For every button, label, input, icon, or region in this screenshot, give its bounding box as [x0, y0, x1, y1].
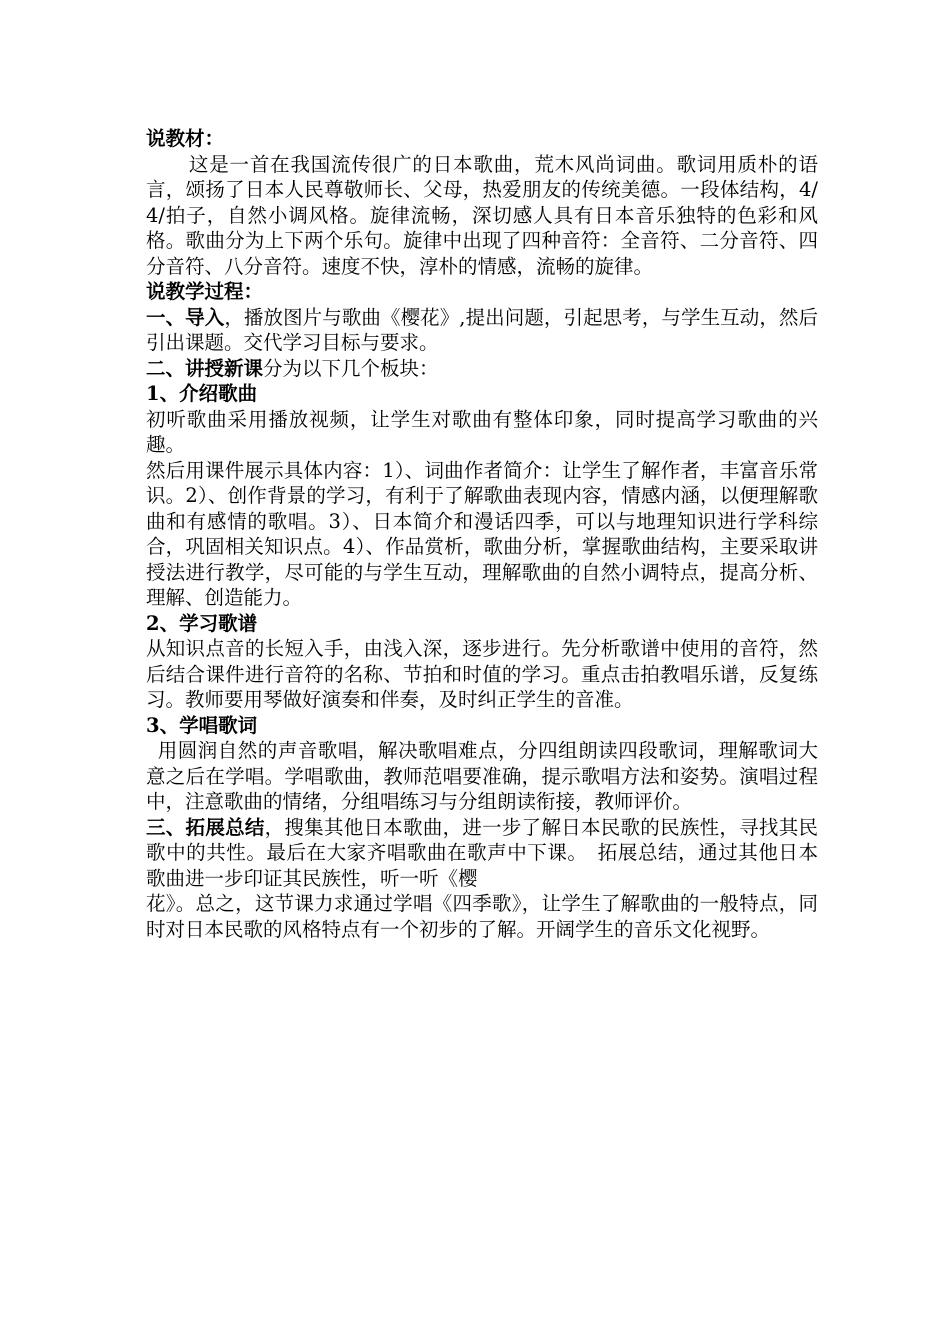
section-introduction-label: 一、导入: [146, 305, 225, 329]
section-summary-label: 三、拓展总结: [146, 815, 265, 839]
document-body: [146, 126, 818, 942]
heading-intro-song: 1、介绍歌曲: [146, 382, 258, 405]
paragraph-textbook: 这是一首在我国流传很广的日本歌曲，荒木风尚词曲。歌词用质朴的语言，颂扬了日本人民尊敬师长、父母，热爱朋友的传统美德。一段体结构，4/4/拍子，自然小调风格。旋律流畅，深切感人具有日本音乐独特的色彩和风格。歌曲分为上下两个乐句。旋律中出现了四种音符：全音符、二分音符、四分音符、八分音符。速度不快，淳朴的情感，流畅的旋律。: [146, 152, 818, 278]
section-summary: [146, 815, 818, 892]
section-new-lesson-text: 分为以下几个板块：: [263, 356, 439, 380]
paragraph-intro-song-b: 然后用课件展示具体内容：1）、词曲作者简介：让学生了解作者，丰富音乐常识。2）、创作背景的学习，有利于了解歌曲表现内容，情感内涵，以便理解歌曲和有感情的歌唱。3）、日本简介和漫话四季，可以与地理知识进行学科综合，巩固相关知识点。4）、作品赏析，歌曲分析，掌握歌曲结构，主要采取讲授法进行教学，尽可能的与学生互动，理解歌曲的自然小调特点，提高分析、理解、创造能力。: [146, 458, 818, 609]
paragraph-learn-score: 从知识点音的长短入手，由浅入深，逐步进行。先分析歌谱中使用的音符，然后结合课件进行音符的名称、节拍和时值的学习。重点击拍教唱乐谱，反复练习。教师要用琴做好演奏和伴奏，及时纠正学生的音准。: [146, 637, 818, 711]
section-summary-text: ，搜集其他日本歌曲，进一步了解日本民歌的民族性，寻找其民歌中的共性。最后在大家齐唱歌曲在歌声中下课。 拓展总结，通过其他日本歌曲进一步印证其民族性，听一听《樱: [146, 815, 818, 890]
heading-textbook: 说教材：: [146, 127, 225, 150]
heading-teaching-process: 说教学过程：: [146, 280, 264, 303]
heading-learn-lyrics: 3、学唱歌词: [146, 713, 258, 737]
paragraph-intro-song-a: 初听歌曲采用播放视频，让学生对歌曲有整体印象，同时提高学习歌曲的兴趣。: [146, 407, 818, 456]
section-introduction-text: ，播放图片与歌曲《樱花》,提出问题，引起思考，与学生互动，然后引出课题。交代学习目标与要求。: [146, 305, 818, 354]
heading-learn-score: 2、学习歌谱: [146, 611, 258, 635]
section-introduction: [146, 305, 818, 356]
section-new-lesson-label: 二、讲授新课: [146, 356, 264, 380]
paragraph-conclusion: 花》。总之，这节课力求通过学唱《四季歌》，让学生了解歌曲的一般特点，同时对日本民歌的风格特点有一个初步的了解。开阔学生的音乐文化视野。: [146, 892, 818, 941]
section-new-lesson: [146, 356, 818, 382]
paragraph-learn-lyrics: 用圆润自然的声音歌唱，解决歌唱难点，分四组朗读四段歌词，理解歌词大意之后在学唱。学唱歌曲，教师范唱要准确，提示歌唱方法和姿势。演唱过程中，注意歌曲的情绪，分组唱练习与分组朗读衔接，教师评价。: [146, 739, 818, 813]
